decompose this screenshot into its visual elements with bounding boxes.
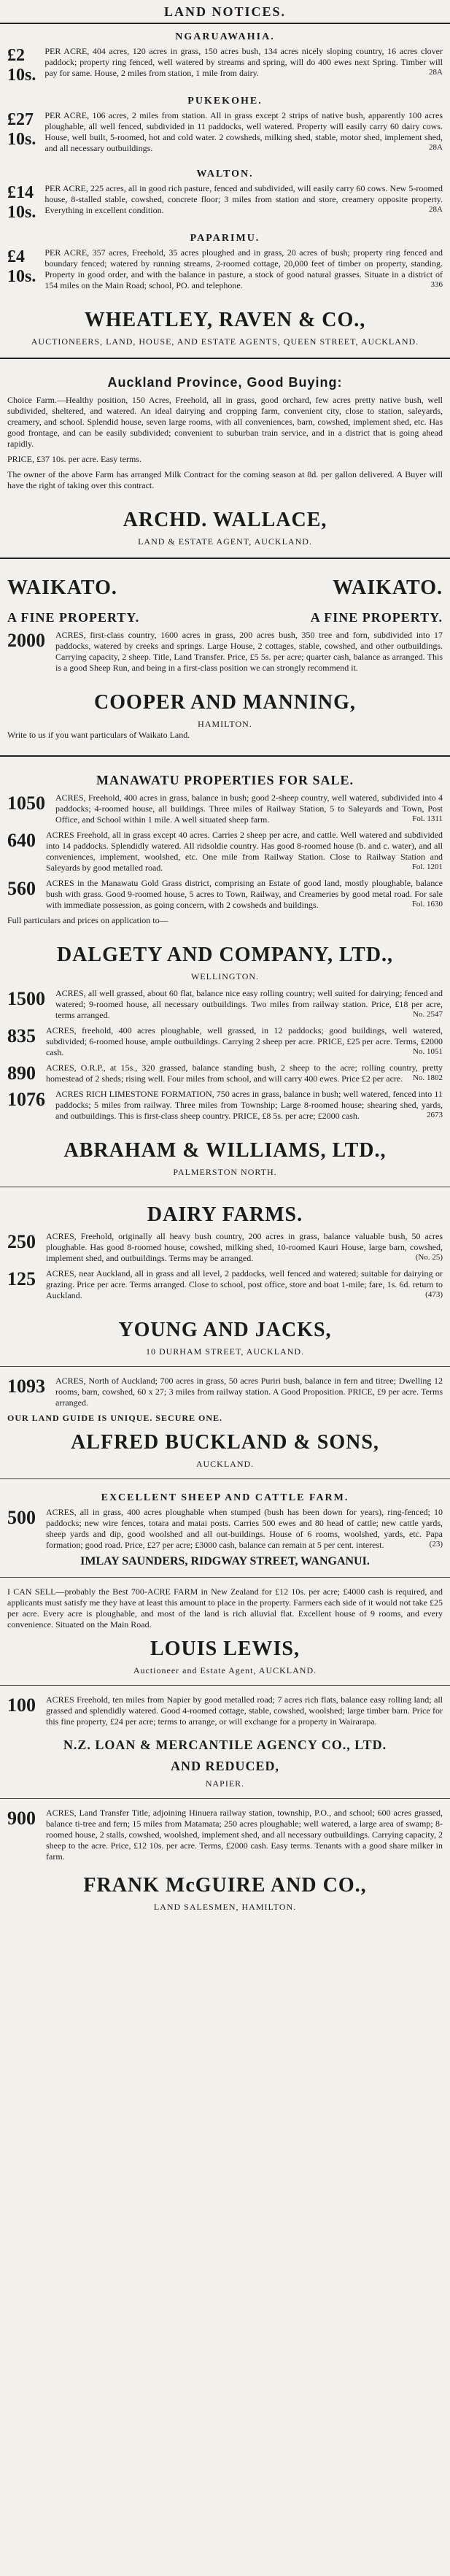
buckland-ad	[0, 1373, 450, 1473]
listing-text: ACRES, freehold, 400 acres ploughable, well grassed, in 12 paddocks; good buildings, well watered, subdivided; 6-roomed house, ample outbuildings. Carrying 2 sheep per acre. PRICE, £25 per acre. Terms, £2000 cash. No. 1051	[46, 1025, 443, 1057]
listing-row	[7, 830, 443, 878]
waikato-right: WAIKATO.	[333, 576, 443, 599]
acres-number: 2000	[7, 630, 45, 651]
heading-auckland: Auckland Province, Good Buying:	[107, 375, 343, 390]
manawatu-ad	[0, 764, 450, 933]
price-line	[7, 46, 443, 85]
heading-pukekohe: PUKEKOHE.	[187, 96, 263, 107]
waikato-ad	[0, 566, 450, 681]
acres-number: 1050	[7, 793, 45, 814]
price-line	[7, 247, 443, 296]
divider	[0, 1685, 450, 1686]
listing-row	[7, 1808, 443, 1867]
listing-text: ACRES, North of Auckland; 700 acres in grass, 50 acres Puriri bush, balance in fern and titree; Dwelling 12 rooms, barn, cowshed, 60 x 27; 3 miles from railway station. A Good Proposition. PRICE, £9 per acre. Terms arranged.	[55, 1376, 443, 1408]
listing-text: PER ACRE, 225 acres, all in good rich pasture, fenced and subdivided, will easily carry 60 cows. New 5-roomed house, 8-stalled stable, cowshed, concrete floor; 3 miles from station and store, creamery opposite property. Everything in excellent condition. 28A	[44, 183, 443, 215]
divider	[0, 358, 450, 359]
agent-sub: PALMERSTON NORTH.	[173, 1167, 277, 1177]
listing-pukekohe	[0, 88, 450, 161]
acres-number: 250	[7, 1231, 36, 1252]
listing-text: ACRES Freehold, all in grass except 40 acres. Carries 2 sheep per acre, and cattle. Well watered and subdivided into 14 paddocks. Splendidly watered. All ridsoldie country. Has good 8-roomed house (b. and c. water), and all conveniences, implement, woolshed, etc. One mile from Railway Station. Close to Railway Station and Saleyards by good metalled road. Fol. 1201	[46, 830, 443, 873]
divider	[0, 755, 450, 757]
price-line	[7, 110, 443, 158]
agent-name: ALFRED BUCKLAND & SONS,	[71, 1431, 379, 1454]
fine-right: A FINE PROPERTY.	[310, 610, 443, 625]
listing-text: ACRES Freehold, ten miles from Napier by good metalled road; 7 acres rich flats, balance easy rolling land; all grassed and splendidly watered. Good 4-roomed cottage, stable, cowshed, woolshed; large timber barn. Price for this fine property, £24 per acre; terms to arrange, or will exchange for a property in Wairarapa.	[46, 1694, 443, 1727]
agent-name: LOUIS LEWIS,	[150, 1638, 300, 1660]
price-line	[7, 183, 443, 223]
heading-ngaruawahia: NGARUAWAHIA.	[175, 31, 275, 42]
cooper-line: Write to us if you want particulars of Waikato Land.	[7, 730, 190, 740]
agent-name: N.Z. LOAN & MERCANTILE AGENCY CO., LTD.	[63, 1738, 387, 1752]
listing-text: ACRES, near Auckland, all in grass and all level, 2 paddocks, well fenced and watered; suitable for dairying or grazing. Price per acre. Terms arranged. Close to school, post office, store and boat 1-mile; fare, 1s. 6d. return to Auckland. (473)	[46, 1268, 443, 1300]
heading-walton: WALTON.	[196, 169, 254, 180]
auckland-body-2: The owner of the above Farm has arranged Milk Contract for the coming season at 8d. per gallon delivered. A Buyer will have the right of taking over this contract.	[7, 469, 443, 490]
auckland-price: PRICE, £37 10s. per acre. Easy terms.	[7, 454, 141, 464]
agent-sub: Auctioneer and Estate Agent, AUCKLAND.	[133, 1665, 317, 1675]
acres-number: 1500	[7, 988, 45, 1009]
sheep-cattle-ad	[0, 1485, 450, 1571]
listing-ref: (23)	[429, 1540, 443, 1549]
listing-row	[7, 1063, 443, 1089]
listing-text: ACRES in the Manawatu Gold Grass district, comprising an Estate of good land, mostly ploughable, balance bush with grass. Good 9-roomed house, 5 acres to Town, Railway, and Creameries by good metal road. For sale with immediate possession, as going concern, with 2 cowsheds and buildings. Fol. 1630	[46, 878, 443, 910]
divider	[0, 1798, 450, 1799]
listing-ref: No. 2547	[413, 1010, 443, 1019]
reduced-line: AND REDUCED,	[170, 1759, 279, 1773]
listing-text: ACRES, all in grass, 400 acres ploughable when stumped (bush has been down for years), ring-fenced; 10 paddocks; new wire fences, totara and matai posts. Carries 500 ewes and 80 head of cattle; new cattle yards, sheep yards and dip, good woolshed and all out-buildings. House of 6 rooms, woolshed, yards, etc. Papa formation; good road. Price, £27 per acre; £3000 cash, balance can remain at 5 per cent. interest. (23)	[46, 1507, 443, 1550]
listing-ref: 28A	[429, 68, 443, 77]
agent-sub: AUCTIONEERS, LAND, HOUSE, AND ESTATE AGENTS, QUEEN STREET, AUCKLAND.	[31, 336, 419, 347]
acres-number: 1093	[7, 1376, 45, 1397]
listing-paparimu	[0, 225, 450, 298]
listing-ref: Fol. 1201	[411, 863, 443, 871]
divider	[0, 1577, 450, 1578]
waikato-title-row	[7, 569, 443, 604]
listing-row	[7, 878, 443, 915]
buckland-guide: OUR LAND GUIDE IS UNIQUE. SECURE ONE.	[7, 1413, 223, 1423]
listing-text: ACRES, O.R.P., at 15s., 320 grassed, balance standing bush, 2 sheep to the acre; rolling country, pretty homestead of 2 sheds; rising well. Four miles from school, and will carry 400 ewes. Price £2 per acre. No. 1802	[46, 1063, 443, 1084]
listing-text: ACRES, Freehold, originally all heavy bush country, 200 acres in grass, balance valuable bush, 50 acres ploughable. Has good 8-roomed house, cowshed, milking shed, 10-roomed Kauri House, large barn, cowshed, implement shed, and outbuildings. Terms may be arranged. (No. 25)	[46, 1231, 443, 1263]
abraham-banner	[0, 1129, 450, 1181]
agent-sub: AUCKLAND.	[195, 1459, 255, 1469]
agent-name: WHEATLEY, RAVEN & CO.,	[84, 309, 366, 331]
acres-number: 835	[7, 1025, 36, 1046]
listing-row	[7, 1089, 443, 1126]
dalgety-listings	[0, 985, 450, 1129]
acres-number: 1076	[7, 1089, 45, 1110]
agent-name: DALGETY AND COMPANY, LTD.,	[56, 944, 394, 966]
agent-name: ABRAHAM & WILLIAMS, LTD.,	[63, 1139, 387, 1162]
archd-wallace-banner	[0, 498, 450, 550]
louis-lewis-ad	[0, 1584, 450, 1679]
listing-ref: (No. 25)	[415, 1253, 443, 1262]
heading-dairy: DAIRY FARMS.	[147, 1203, 303, 1226]
lewis-text: I CAN SELL—probably the Best 700-ACRE FARM in New Zealand for £12 10s. per acre; £4000 cash is required, and applicants must satisfy me they have at least this amount to place in the property. Farmers each side of it would not take £25 per acre. Every acre is ploughable, and most of the land is rich alluvial flat. Excellent house of 9 rooms, and every convenience. Situated on the Main Road.	[7, 1586, 443, 1630]
listing-row	[7, 1507, 443, 1555]
wheatley-banner	[0, 298, 450, 350]
listing-ref: No. 1802	[413, 1073, 443, 1082]
listing-text: ACRES, all well grassed, about 60 flat, balance nice easy rolling country; well suited for dairying; fenced and watered; 9-roomed house, all necessary outbuildings. Two miles from railway station. Price, £18 per acre, terms arranged. No. 2547	[55, 988, 443, 1020]
nz-loan-ad	[0, 1692, 450, 1792]
listing-text: PER ACRE, 106 acres, 2 miles from station. All in grass except 2 strips of native bush, apparently 100 acres ploughable, all well fenced, subdivided in 11 paddocks, well watered. Property will easily carry 60 dairy cows. House, well built, 5-roomed, hot and cold water. 2 cowsheds, milking shed, stable, motor shed, implement shed, and all necessary outbuildings. 28A	[44, 110, 443, 153]
agent-sub: HAMILTON.	[198, 719, 252, 729]
acres-number: 100	[7, 1694, 36, 1716]
waikato-fine-row	[7, 604, 443, 630]
heading-paparimu: PAPARIMU.	[190, 233, 260, 244]
price-lead: £2 10s.	[7, 46, 36, 85]
cooper-manning-banner	[0, 681, 450, 748]
dalgety-banner	[0, 933, 450, 985]
frank-mcguire-ad	[0, 1805, 450, 1916]
heading-manawatu: MANAWATU PROPERTIES FOR SALE.	[96, 773, 354, 787]
waikato-text: ACRES, first-class country, 1600 acres in grass, 200 acres bush, 350 tree and forn, subdivided into 17 paddocks, watered by creeks and springs. Large House, 2 cottages, stable, cowshed, and other outbuildings. Carrying capacity, 2 sheep. Title, Land Transfer. Price, £5 5s. per acre; quarter cash, balance as arranged. This is a good Sheep Run, and being in a first-class position we can strongly recommend it.	[55, 630, 443, 673]
agent-line: IMLAY SAUNDERS, RIDGWAY STREET, WANGANUI.	[80, 1555, 370, 1567]
acres-number: 900	[7, 1808, 36, 1829]
acres-number: 560	[7, 878, 36, 899]
listing-ref: (473)	[425, 1290, 443, 1299]
listing-ref: 2673	[427, 1111, 443, 1119]
agent-sub: 10 DURHAM STREET, AUCKLAND.	[145, 1346, 305, 1357]
listing-ref: Fol. 1311	[412, 814, 443, 823]
fine-left: A FINE PROPERTY.	[7, 610, 140, 625]
listing-ref: 336	[430, 280, 443, 289]
agent-sub: NAPIER.	[205, 1778, 245, 1789]
acres-number: 640	[7, 830, 36, 851]
divider	[0, 558, 450, 559]
listing-ref: Fol. 1630	[411, 900, 443, 909]
price-lead: £27 10s.	[7, 110, 36, 149]
waikato-body	[7, 630, 443, 678]
young-jacks-banner	[0, 1308, 450, 1360]
listing-ref: 28A	[429, 143, 443, 152]
listing-text: ACRES, Freehold, 400 acres in grass, balance in bush; good 2-sheep country, well watered, subdivided into 4 paddocks; 4-roomed house, all buildings. Three miles of Railway Station, 5 to Saleyards and Town, Post Office, and School within 1 mile. A well situated sheep farm. Fol. 1311	[55, 793, 443, 825]
agent-name: COOPER AND MANNING,	[94, 691, 356, 714]
listing-text: PER ACRE, 404 acres, 120 acres in grass, 150 acres bush, 134 acres nicely sloping country, 16 acres clover paddock; property ring fenced, well watered by streams and spring, will do 400 ewes next Spring. Timber will pay for same. House, 2 miles from station, 1 mile from dairy. 28A	[44, 46, 443, 78]
listing-text: ACRES RICH LIMESTONE FORMATION, 750 acres in grass, balance in bush; well watered, fenced into 11 paddocks; 5 miles from railway. Three miles from Township; Large 8-roomed house; shearing shed, yards, and outbuildings. This is first-class sheep country. PRICE, £8 5s. per acre; £2000 cash. 2673	[55, 1089, 443, 1121]
price-lead: £14 10s.	[7, 183, 36, 222]
acres-number: 890	[7, 1063, 36, 1084]
listing-text: ACRES, Land Transfer Title, adjoining Hinuera railway station, township, P.O., and school; 600 acres grassed, balance ti-tree and fern; 15 miles from Matamata; 250 acres ploughable; well watered, a large area of swamp; 8-roomed house, 2 stalls, cowshed, woolshed, implement shed, and all necessary outbuildings. Carrying capacity, 2 sheep to the acre. Price, £12 10s. per acre. Terms, £2000 cash. Easy terms. Tenants with a good share milker in farm.	[46, 1808, 443, 1862]
divider	[0, 1478, 450, 1479]
price-lead: £4 10s.	[7, 247, 36, 286]
listing-ngaruawahia	[0, 24, 450, 88]
page-title: LAND NOTICES.	[0, 0, 450, 24]
acres-number: 125	[7, 1268, 36, 1289]
agent-sub: LAND SALESMEN, HAMILTON.	[153, 1902, 297, 1912]
agent-name: ARCHD. WALLACE,	[123, 509, 327, 531]
agent-name: FRANK McGUIRE AND CO.,	[83, 1874, 367, 1897]
waikato-left: WAIKATO.	[7, 576, 117, 599]
listing-row	[7, 1376, 443, 1413]
agent-sub: WELLINGTON.	[190, 971, 260, 982]
listing-walton	[0, 161, 450, 225]
divider	[0, 1366, 450, 1367]
acres-number: 500	[7, 1507, 36, 1528]
auckland-body-1: Choice Farm.—Healthy position, 150 Acres, Freehold, all in grass, good orchard, few acres pretty native bush, well subdivided, sheltered, and watered. An ideal dairying and cropping farm, convenient city, close to station, saleyards, creamery, and school. Splendid house, seven large rooms, with all conveniences, barn, cowshed, implement shed, etc. Has good frontage, and can be easily subdivided; convenient to suburban train service, and in a district that is going ahead rapidly.	[7, 395, 443, 449]
listing-row	[7, 1268, 443, 1306]
listing-row	[7, 1694, 443, 1732]
listing-text: PER ACRE, 357 acres, Freehold, 35 acres ploughed and in grass, 20 acres of bush; property ring fenced and boundary fenced; watered by running streams, 2-roomed cottage, 20,000 feet of timber on property, standing. Property in good order, and with the balance in pasture, a stock of good natural grasses. Situate in a district of 154 miles on the Main Road; school, PO. and telephone. 336	[44, 247, 443, 290]
agent-name: YOUNG AND JACKS,	[118, 1319, 332, 1341]
manawatu-footer: Full particulars and prices on application to—	[7, 915, 168, 925]
listing-row	[7, 793, 443, 830]
listing-ref: 28A	[429, 205, 443, 214]
listing-row	[7, 1025, 443, 1063]
listing-row	[7, 1231, 443, 1268]
dairy-farms-ad	[0, 1193, 450, 1308]
agent-sub: LAND & ESTATE AGENT, AUCKLAND.	[138, 536, 312, 547]
listing-row	[7, 988, 443, 1025]
heading-sheep: EXCELLENT SHEEP AND CATTLE FARM.	[101, 1492, 349, 1503]
listing-ref: No. 1051	[413, 1047, 443, 1056]
auckland-province-ad	[0, 366, 450, 498]
